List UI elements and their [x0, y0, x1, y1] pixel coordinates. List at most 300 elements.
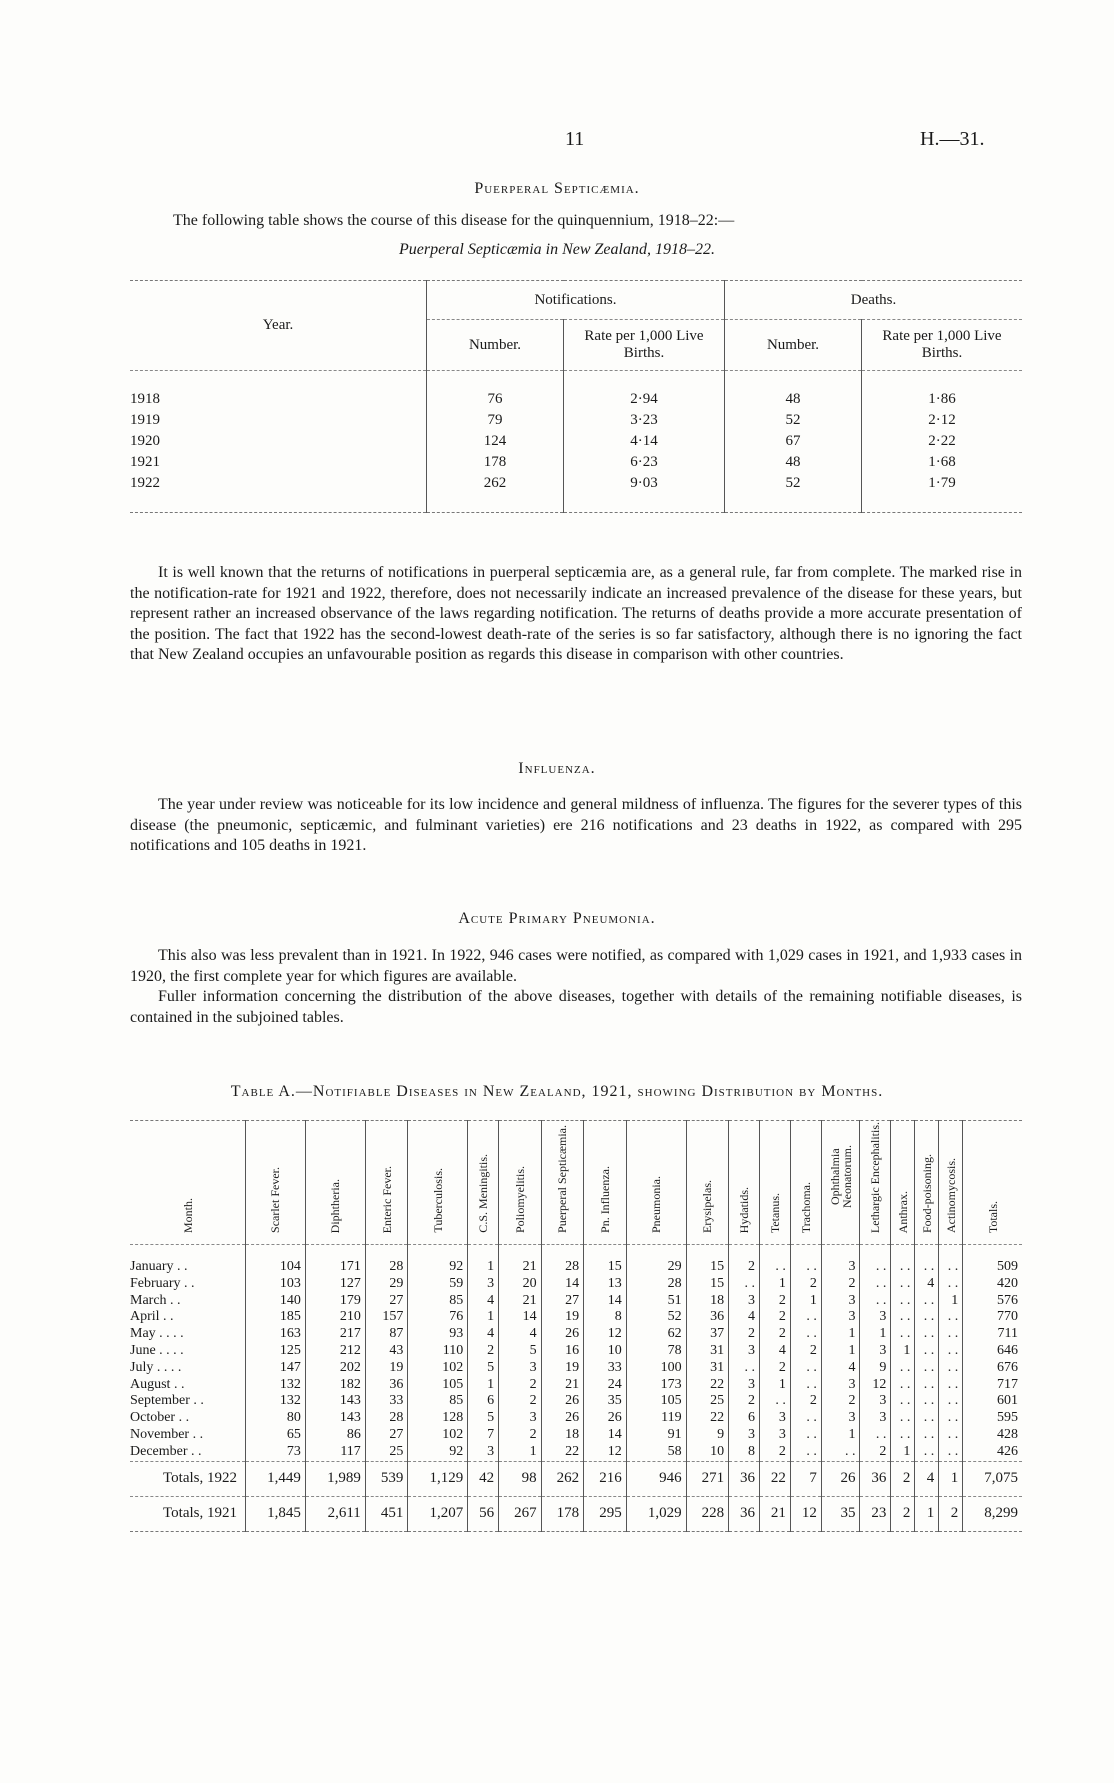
total-cell: 35 — [821, 1496, 860, 1531]
section-heading-pneumonia: Acute Primary Pneumonia. — [458, 910, 656, 927]
table-row — [130, 1410, 1022, 1427]
column-header — [541, 1121, 584, 1245]
value-cell: 262 — [427, 473, 564, 513]
table-row — [130, 473, 1022, 513]
value-cell: . . — [790, 1377, 821, 1394]
value-cell: 185 — [246, 1309, 306, 1326]
value-cell: 4 — [729, 1309, 760, 1326]
total-cell: 36 — [729, 1496, 760, 1531]
column-header-label: Trachoma. — [798, 1181, 813, 1233]
value-cell: . . — [821, 1444, 860, 1461]
total-cell: 26 — [821, 1461, 860, 1496]
value-cell: . . — [915, 1377, 939, 1394]
value-cell: 428 — [963, 1427, 1022, 1444]
value-cell: 18 — [686, 1293, 729, 1310]
value-cell: 28 — [626, 1276, 686, 1293]
table-row — [130, 371, 1022, 411]
value-cell: . . — [891, 1427, 915, 1444]
value-cell: . . — [760, 1393, 791, 1410]
totals-label: Totals, 1921 — [130, 1496, 246, 1531]
month-cell: December . . — [130, 1443, 202, 1459]
month-cell: February . . — [130, 1275, 195, 1291]
value-cell: 202 — [305, 1360, 365, 1377]
value-cell: 217 — [305, 1326, 365, 1343]
total-cell: 4 — [915, 1461, 939, 1496]
column-header — [246, 1121, 306, 1245]
total-cell: 1,449 — [246, 1461, 306, 1496]
column-header-label: Anthrax. — [895, 1190, 910, 1233]
totals-row — [130, 1496, 1022, 1531]
paragraph-text: It is well known that the returns of notifications in puerperal septicæmia are, as a general rule, far from complete. The marked rise in the notification-rate for 1921 and 1922, therefore, does not necessarily indicate an increased prevalence of the disease for these years, but represent rather an increased observance of the laws regarding notification. The returns of deaths provide a more accurate presentation of the position. The fact that 1922 has the second-lowest death-rate of the series is so far satisfactory, although there is no ignoring the fact that New Zealand occupies an unfavourable position as regards this disease in comparison with other countries. — [130, 564, 1022, 663]
value-cell: 3 — [499, 1410, 542, 1427]
value-cell: . . — [939, 1393, 963, 1410]
value-cell: 3 — [729, 1427, 760, 1444]
table-a-title: Table A.—Notifiable Diseases in New Zealand, 1921, showing Distribution by Months. — [230, 1083, 884, 1100]
value-cell: 104 — [246, 1245, 306, 1276]
value-cell: 10 — [584, 1343, 627, 1360]
value-cell: 127 — [305, 1276, 365, 1293]
value-cell: 14 — [584, 1293, 627, 1310]
column-header-label: Lethargic Encephalitis. — [868, 1121, 883, 1233]
column-header-label: Food-poisoning. — [919, 1153, 934, 1233]
value-cell: 143 — [305, 1410, 365, 1427]
value-cell: . . — [891, 1293, 915, 1310]
value-cell: 12 — [584, 1326, 627, 1343]
value-cell: . . — [939, 1276, 963, 1293]
value-cell: . . — [790, 1360, 821, 1377]
value-cell: 37 — [686, 1326, 729, 1343]
column-header-label: Totals. — [985, 1200, 1000, 1233]
value-cell: 143 — [305, 1393, 365, 1410]
value-cell: 3 — [821, 1245, 860, 1276]
value-cell: . . — [891, 1276, 915, 1293]
value-cell: 59 — [408, 1276, 468, 1293]
value-cell: 4 — [499, 1326, 542, 1343]
value-cell: 102 — [408, 1360, 468, 1377]
value-cell: 27 — [541, 1293, 584, 1310]
value-cell: 1 — [790, 1293, 821, 1310]
value-cell: 576 — [963, 1293, 1022, 1310]
value-cell: 2 — [729, 1245, 760, 1276]
value-cell: 1·79 — [862, 473, 1023, 513]
total-cell: 8,299 — [963, 1496, 1022, 1531]
value-cell: 2 — [499, 1427, 542, 1444]
column-header-label: Tuberculosis. — [430, 1168, 445, 1233]
table-title: Puerperal Septicæmia in New Zealand, 1918–22. — [399, 241, 715, 258]
value-cell: 15 — [686, 1276, 729, 1293]
value-cell: 117 — [305, 1444, 365, 1461]
value-cell: 1 — [468, 1377, 499, 1394]
total-cell: 2 — [891, 1461, 915, 1496]
notif-rate-header: Rate per 1,000 Live Births. — [564, 320, 725, 371]
value-cell: 8 — [584, 1309, 627, 1326]
value-cell: 65 — [246, 1427, 306, 1444]
value-cell: . . — [891, 1360, 915, 1377]
column-header — [790, 1121, 821, 1245]
value-cell: 2·94 — [564, 371, 725, 411]
value-cell: 2 — [790, 1393, 821, 1410]
value-cell: . . — [939, 1360, 963, 1377]
total-cell: 21 — [760, 1496, 791, 1531]
value-cell: 1 — [821, 1427, 860, 1444]
value-cell: 14 — [499, 1309, 542, 1326]
value-cell: 171 — [305, 1245, 365, 1276]
column-header — [584, 1121, 627, 1245]
total-cell: 42 — [468, 1461, 499, 1496]
table-row — [130, 1444, 1022, 1461]
value-cell: 163 — [246, 1326, 306, 1343]
table-row — [130, 431, 1022, 452]
value-cell: 85 — [408, 1393, 468, 1410]
total-cell: 22 — [760, 1461, 791, 1496]
table-row — [130, 1360, 1022, 1377]
value-cell: 2 — [760, 1293, 791, 1310]
value-cell: 5 — [499, 1343, 542, 1360]
value-cell: 76 — [408, 1309, 468, 1326]
table-row — [130, 1293, 1022, 1310]
total-cell: 295 — [584, 1496, 627, 1531]
value-cell: . . — [939, 1326, 963, 1343]
value-cell: . . — [729, 1360, 760, 1377]
table-row — [130, 1326, 1022, 1343]
value-cell: 19 — [541, 1360, 584, 1377]
value-cell: 31 — [686, 1343, 729, 1360]
year-cell: 1920 — [130, 433, 160, 449]
value-cell: 105 — [626, 1393, 686, 1410]
value-cell: 6 — [729, 1410, 760, 1427]
value-cell: 1 — [891, 1444, 915, 1461]
month-cell: April . . — [130, 1309, 174, 1325]
total-cell: 216 — [584, 1461, 627, 1496]
value-cell: 28 — [365, 1245, 408, 1276]
value-cell: 19 — [541, 1309, 584, 1326]
column-header-label: Month. — [180, 1197, 195, 1233]
value-cell: 601 — [963, 1393, 1022, 1410]
value-cell: 3 — [821, 1410, 860, 1427]
value-cell: 182 — [305, 1377, 365, 1394]
value-cell: 52 — [626, 1309, 686, 1326]
value-cell: . . — [939, 1410, 963, 1427]
table-intro: The following table shows the course of this disease for the quinquennium, 1918–22:— — [173, 212, 735, 229]
value-cell: 1 — [821, 1326, 860, 1343]
value-cell: . . — [790, 1309, 821, 1326]
value-cell: 4 — [760, 1343, 791, 1360]
value-cell: 3 — [821, 1309, 860, 1326]
total-cell: 7,075 — [963, 1461, 1022, 1496]
column-header — [891, 1121, 915, 1245]
value-cell: 62 — [626, 1326, 686, 1343]
value-cell: 100 — [626, 1360, 686, 1377]
value-cell: 2 — [729, 1393, 760, 1410]
value-cell: 3 — [468, 1276, 499, 1293]
column-header-label: Poliomyelitis. — [512, 1165, 527, 1233]
notifications-header: Notifications. — [427, 281, 725, 320]
value-cell: . . — [915, 1309, 939, 1326]
column-header-label: Pneumonia. — [649, 1176, 664, 1233]
value-cell: 25 — [365, 1444, 408, 1461]
value-cell: 25 — [686, 1393, 729, 1410]
value-cell: . . — [915, 1410, 939, 1427]
value-cell: . . — [860, 1276, 891, 1293]
influenza-paragraph — [130, 795, 1022, 857]
total-cell: 12 — [790, 1496, 821, 1531]
document-reference: H.—31. — [920, 128, 985, 150]
value-cell: . . — [891, 1393, 915, 1410]
value-cell: . . — [790, 1326, 821, 1343]
column-header — [686, 1121, 729, 1245]
paragraph-text: This also was less prevalent than in 1921. In 1922, 946 cases were notified, as compared with 1,029 cases in 1921, and 1,933 cases in 1920, the first complete year for which figures are available. — [130, 947, 1022, 985]
column-header — [821, 1121, 860, 1245]
value-cell: 2 — [821, 1276, 860, 1293]
value-cell: 80 — [246, 1410, 306, 1427]
value-cell: 2 — [760, 1444, 791, 1461]
column-header-label: Tetanus. — [767, 1192, 782, 1233]
value-cell: 3 — [760, 1410, 791, 1427]
value-cell: 3 — [729, 1293, 760, 1310]
month-cell: October . . — [130, 1410, 190, 1426]
page-number: 11 — [565, 128, 585, 150]
value-cell: . . — [790, 1444, 821, 1461]
value-cell: 595 — [963, 1410, 1022, 1427]
column-header-label: Actinomycosis. — [943, 1158, 958, 1233]
value-cell: 105 — [408, 1377, 468, 1394]
value-cell: . . — [939, 1343, 963, 1360]
value-cell: 128 — [408, 1410, 468, 1427]
paragraph-text: The year under review was noticeable for its low incidence and general mildness of influenza. The figures for the severer types of this disease (the pneumonic, septicæmic, and fulminant varieties) ere 216 notifications and 23 deaths in 1922, as compared with 295 notifications and 105 deaths in 1921. — [130, 796, 1022, 854]
total-cell: 539 — [365, 1461, 408, 1496]
value-cell: . . — [915, 1444, 939, 1461]
value-cell: 2·12 — [862, 410, 1023, 431]
table-row — [130, 1245, 1022, 1276]
value-cell: 33 — [365, 1393, 408, 1410]
value-cell: 43 — [365, 1343, 408, 1360]
value-cell: 2 — [760, 1309, 791, 1326]
total-cell: 1,207 — [408, 1496, 468, 1531]
value-cell: 9 — [686, 1427, 729, 1444]
value-cell: . . — [915, 1393, 939, 1410]
value-cell: 210 — [305, 1309, 365, 1326]
value-cell: 2 — [790, 1343, 821, 1360]
column-header — [729, 1121, 760, 1245]
total-cell: 271 — [686, 1461, 729, 1496]
month-cell: August . . — [130, 1376, 185, 1392]
value-cell: 24 — [584, 1377, 627, 1394]
value-cell: 102 — [408, 1427, 468, 1444]
value-cell: 15 — [584, 1245, 627, 1276]
value-cell: 76 — [427, 371, 564, 411]
value-cell: 93 — [408, 1326, 468, 1343]
column-header — [499, 1121, 542, 1245]
value-cell: 36 — [686, 1309, 729, 1326]
notifiable-diseases-table — [130, 1120, 1022, 1532]
value-cell: 212 — [305, 1343, 365, 1360]
value-cell: 12 — [584, 1444, 627, 1461]
column-header — [626, 1121, 686, 1245]
column-header-label: Enteric Fever. — [379, 1165, 394, 1233]
value-cell: 2 — [729, 1326, 760, 1343]
value-cell: . . — [790, 1245, 821, 1276]
value-cell: 125 — [246, 1343, 306, 1360]
value-cell: 21 — [499, 1245, 542, 1276]
value-cell: 22 — [686, 1377, 729, 1394]
total-cell: 1,029 — [626, 1496, 686, 1531]
value-cell: 3 — [821, 1377, 860, 1394]
value-cell: 3 — [860, 1309, 891, 1326]
value-cell: . . — [939, 1377, 963, 1394]
value-cell: 27 — [365, 1427, 408, 1444]
column-header — [130, 1121, 246, 1245]
month-cell: June . . . . — [130, 1342, 184, 1358]
value-cell: 48 — [725, 371, 862, 411]
value-cell: 86 — [305, 1427, 365, 1444]
value-cell: 4·14 — [564, 431, 725, 452]
value-cell: 1 — [760, 1377, 791, 1394]
total-cell: 1 — [915, 1496, 939, 1531]
value-cell: 14 — [541, 1276, 584, 1293]
value-cell: 16 — [541, 1343, 584, 1360]
column-header — [963, 1121, 1022, 1245]
value-cell: . . — [915, 1245, 939, 1276]
value-cell: 711 — [963, 1326, 1022, 1343]
value-cell: 31 — [686, 1360, 729, 1377]
total-cell: 1 — [939, 1461, 963, 1496]
value-cell: 173 — [626, 1377, 686, 1394]
value-cell: 85 — [408, 1293, 468, 1310]
value-cell: 1 — [468, 1309, 499, 1326]
value-cell: 3 — [821, 1293, 860, 1310]
value-cell: 51 — [626, 1293, 686, 1310]
value-cell: . . — [915, 1293, 939, 1310]
value-cell: 646 — [963, 1343, 1022, 1360]
value-cell: 509 — [963, 1245, 1022, 1276]
value-cell: 717 — [963, 1377, 1022, 1394]
value-cell: 4 — [821, 1360, 860, 1377]
value-cell: . . — [790, 1427, 821, 1444]
value-cell: 91 — [626, 1427, 686, 1444]
total-cell: 228 — [686, 1496, 729, 1531]
value-cell: 2 — [468, 1343, 499, 1360]
month-cell: July . . . . — [130, 1359, 182, 1375]
value-cell: 87 — [365, 1326, 408, 1343]
value-cell: 92 — [408, 1444, 468, 1461]
value-cell: 3 — [729, 1377, 760, 1394]
value-cell: 22 — [541, 1444, 584, 1461]
month-cell: March . . — [130, 1292, 181, 1308]
value-cell: . . — [891, 1410, 915, 1427]
value-cell: 36 — [365, 1377, 408, 1394]
section-heading-puerperal: Puerperal Septicæmia. — [474, 180, 640, 197]
month-cell: January . . — [130, 1259, 188, 1274]
month-cell: September . . — [130, 1393, 204, 1409]
value-cell: 2 — [860, 1444, 891, 1461]
total-cell: 262 — [541, 1461, 584, 1496]
value-cell: . . — [760, 1245, 791, 1276]
year-header: Year. — [130, 281, 427, 371]
table-row — [130, 452, 1022, 473]
value-cell: . . — [939, 1444, 963, 1461]
value-cell: 8 — [729, 1444, 760, 1461]
value-cell: 6·23 — [564, 452, 725, 473]
value-cell: 22 — [686, 1410, 729, 1427]
value-cell: 426 — [963, 1444, 1022, 1461]
value-cell: 147 — [246, 1360, 306, 1377]
value-cell: 79 — [427, 410, 564, 431]
value-cell: 2 — [499, 1377, 542, 1394]
total-cell: 178 — [541, 1496, 584, 1531]
total-cell: 98 — [499, 1461, 542, 1496]
value-cell: 35 — [584, 1393, 627, 1410]
value-cell: . . — [860, 1293, 891, 1310]
column-header — [915, 1121, 939, 1245]
pneumonia-paragraph — [130, 946, 1022, 1028]
total-cell: 2 — [939, 1496, 963, 1531]
value-cell: 103 — [246, 1276, 306, 1293]
value-cell: . . — [891, 1377, 915, 1394]
value-cell: 14 — [584, 1427, 627, 1444]
value-cell: 78 — [626, 1343, 686, 1360]
value-cell: 4 — [468, 1326, 499, 1343]
column-header-label: Hydatids. — [737, 1186, 752, 1233]
column-header — [408, 1121, 468, 1245]
total-cell: 36 — [729, 1461, 760, 1496]
column-header-label: Pn. Influenza. — [597, 1166, 612, 1233]
value-cell: 7 — [468, 1427, 499, 1444]
column-header-label: Puerperal Septicæmia. — [555, 1125, 570, 1233]
value-cell: . . — [915, 1360, 939, 1377]
column-header — [365, 1121, 408, 1245]
value-cell: 6 — [468, 1393, 499, 1410]
value-cell: 157 — [365, 1309, 408, 1326]
value-cell: 9·03 — [564, 473, 725, 513]
value-cell: 676 — [963, 1360, 1022, 1377]
total-cell: 56 — [468, 1496, 499, 1531]
value-cell: 28 — [365, 1410, 408, 1427]
value-cell: 3 — [760, 1427, 791, 1444]
value-cell: 20 — [499, 1276, 542, 1293]
value-cell: 4 — [915, 1276, 939, 1293]
value-cell: 5 — [468, 1410, 499, 1427]
total-cell: 1,989 — [305, 1461, 365, 1496]
table-row — [130, 1427, 1022, 1444]
value-cell: 10 — [686, 1444, 729, 1461]
column-header-label: C.S. Meningitis. — [476, 1154, 491, 1233]
value-cell: 58 — [626, 1444, 686, 1461]
value-cell: 52 — [725, 410, 862, 431]
value-cell: 67 — [725, 431, 862, 452]
total-cell: 1,129 — [408, 1461, 468, 1496]
value-cell: 132 — [246, 1393, 306, 1410]
column-header — [305, 1121, 365, 1245]
value-cell: . . — [860, 1245, 891, 1276]
value-cell: 3 — [468, 1444, 499, 1461]
totals-label: Totals, 1922 — [130, 1461, 246, 1496]
value-cell: 140 — [246, 1293, 306, 1310]
value-cell: . . — [939, 1245, 963, 1276]
value-cell: 52 — [725, 473, 862, 513]
deaths-rate-header: Rate per 1,000 Live Births. — [862, 320, 1023, 371]
value-cell: 132 — [246, 1377, 306, 1394]
value-cell: 1 — [499, 1444, 542, 1461]
value-cell: 119 — [626, 1410, 686, 1427]
value-cell: 3·23 — [564, 410, 725, 431]
value-cell: . . — [729, 1276, 760, 1293]
year-cell: 1922 — [130, 475, 160, 491]
value-cell: 26 — [541, 1326, 584, 1343]
value-cell: 420 — [963, 1276, 1022, 1293]
column-header — [760, 1121, 791, 1245]
value-cell: 1 — [891, 1343, 915, 1360]
total-cell: 36 — [860, 1461, 891, 1496]
